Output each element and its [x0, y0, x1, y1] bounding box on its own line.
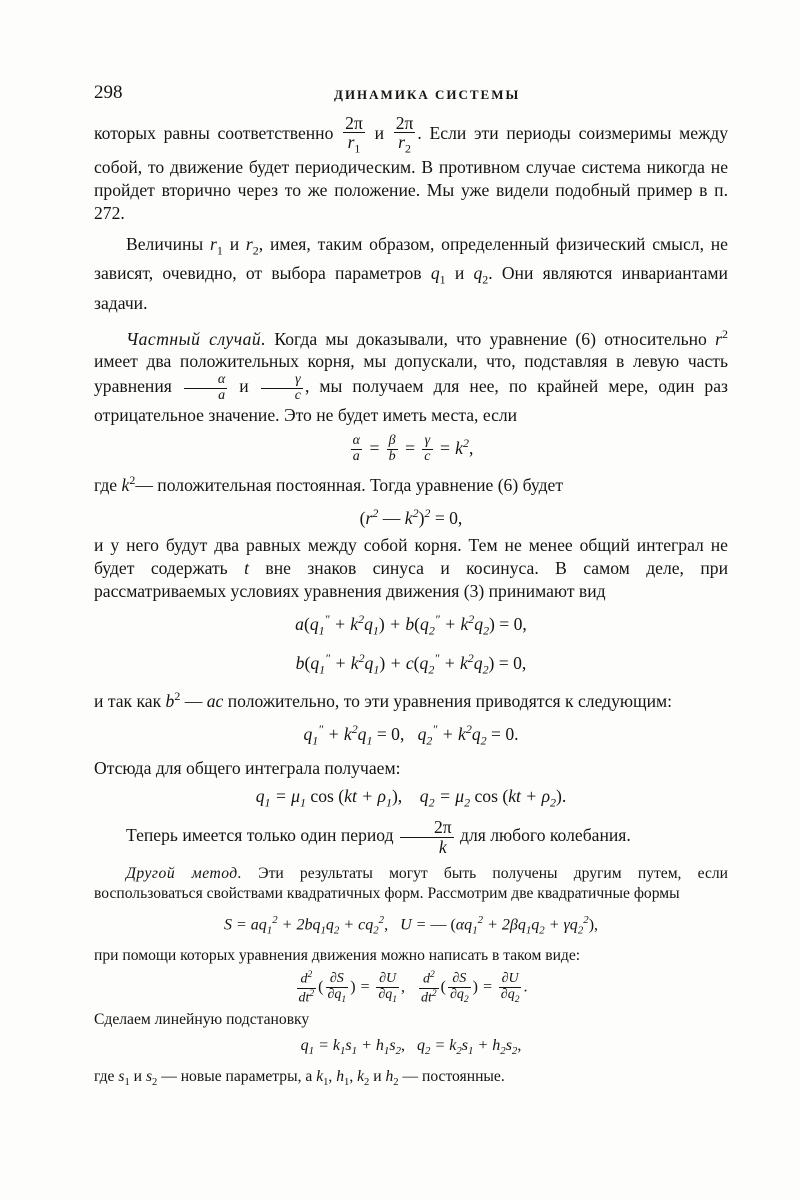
paragraph-1: которых равны соответственно $\frac{2\pi}{r_1}$ и $\frac{2\pi}{r_2}$ . Если эти периоды соизмеримы между собой, то движение будет периодическим. В противном случае система никогда не пройдет вторично через то же положение. Мы уже видели подобный пример в п. 272.	[94, 113, 729, 223]
equation-motion-1: $a(q_1'' + k^2q_1) + b(q_2'' + k^2q_2) = 0$,	[295, 611, 527, 637]
paragraph-2: Величины $r_1$ и $r_2$, имея, таким образом, определенный физический смысл, не зависят, очевидно, от выбора параметров $q_1$ и $q_2$. Они являются инвариантами задачи.	[94, 233, 728, 313]
paragraph-12: где $s_1$ и $s_2$ — новые параметры, а $k_1$, $h_1$, $k_2$ и $h_2$ — постоянные.	[94, 1068, 505, 1089]
paragraph-3: Частный случай. Когда мы доказывали, что уравнение (6) относительно $r^2$ имеет два положительных корня, мы допускали, что, подставляя в левую часть уравнения $\frac{\alpha}{a}$ и $\frac{\gamma}{c}$ , мы получаем для нее, по крайней мере, один раз отрицательное значение. Это не будет иметь места, если	[94, 326, 728, 425]
paragraph-5: и у него будут два равных между собой корня. Тем не менее общий интеграл не будет содержать t вне знаков синуса и косинуса. В самом деле, при рассматриваемых условиях уравнения движения (3) принимают вид	[94, 534, 728, 601]
small-print-section	[94, 864, 728, 1094]
paragraph-11: Сделаем линейную подстановку	[94, 1011, 310, 1029]
equation-general-integral: $q_1 = \mu_1$ $\cos (kt + \rho_1)$, $q_2 = \mu_2$ $\cos (kt + \rho_2)$.	[255, 785, 567, 810]
equation-lagrange: $\frac{d^2}{dt^2}$ ( $\frac{\partial S}{\partial q_1}$ ) = $\frac{\partial U}{\partial q_1}$ , $\frac{d^2}{dt^2}$ ( $\frac{\partial S}{\partial q_2}$ ) = $\frac{\partial U}{\partial q_2}$ .	[298, 970, 528, 1006]
paragraph-10: при помощи которых уравнения движения можно написать в таком виде:	[94, 947, 581, 965]
paragraph-4: где $k^2—$ положительная постоянная. Тогда уравнение (6) будет	[94, 472, 564, 495]
page-header	[94, 78, 728, 114]
running-title: ДИНАМИКА СИСТЕМЫ	[334, 87, 521, 102]
section-lead-other-method: Другой метод.	[126, 864, 243, 882]
page	[94, 78, 728, 1093]
paragraph-6: и так как $b^2$ — ac положительно, то эти уравнения приводятся к следующим:	[94, 689, 673, 712]
equation-ratio: $\frac{\alpha}{a}$ = $\frac{\beta}{b}$ = $\frac{\gamma}{c}$ = $k^2$,	[352, 433, 474, 465]
equation-substitution: $q_1 = k_1s_1 + h_1s_2$, $q_2 = k_2s_1 + h_2s_2$,	[300, 1037, 522, 1058]
page-number: 298	[94, 82, 123, 103]
paragraph-7: Отсюда для общего интеграла получаем:	[94, 757, 401, 778]
paragraph-8: Теперь имеется только один период $\frac{2\pi}{k}$ для любого колебания.	[126, 817, 631, 857]
equation-quadratic-forms: $S = aq_1^2 + 2bq_1q_2 + cq_2^2$, U = — $(\alpha q_1^2 + 2\beta q_1q_2 + \gamma q_2^2)$,	[223, 913, 599, 937]
section-lead-special-case: Частный случай.	[126, 328, 267, 349]
equation-square: ($r^2$ — $k^2)^2 = 0$,	[359, 505, 463, 528]
equation-reduced: $q_1'' + k^2q_1 = 0$, $q_2'' + k^2q_2 = 0$.	[303, 722, 519, 748]
equation-motion-2: $b(q_1'' + k^2q_1) + c(q_2'' + k^2q_2) = 0$,	[295, 650, 527, 677]
paragraph-9: Другой метод. Эти результаты могут быть получены другим путем, если воспользоваться свойствами квадратичных форм. Рассмотрим две квадратичные формы	[94, 864, 728, 902]
